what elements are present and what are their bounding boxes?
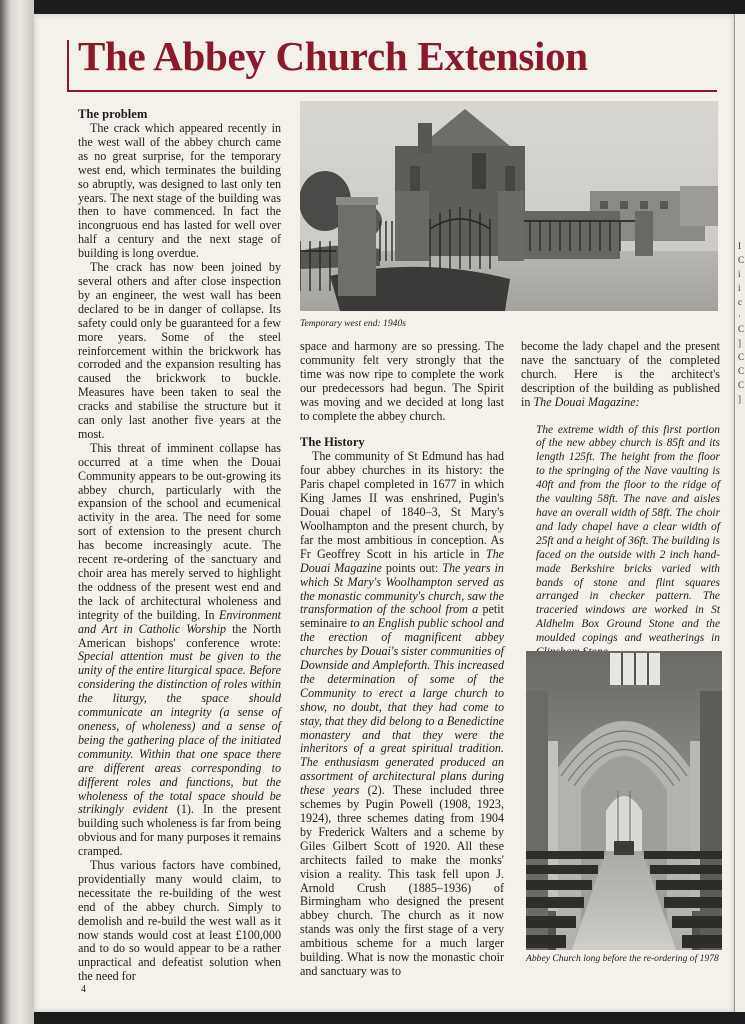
col2-paragraph-1: space and harmony are so pressing. The community felt very strongly that the time was now ripe to complete the work our predecessors had begun. The Spirit was moving and we decided at long last to complete the abbey church. xyxy=(300,339,504,423)
photo-church-interior xyxy=(526,651,722,950)
photo-temporary-west-end xyxy=(300,101,718,311)
column-2 xyxy=(300,340,504,979)
title-underline xyxy=(67,90,717,92)
col2-paragraph-2: The community of St Edmund has had four abbey churches in its history: the Paris chapel completed in 1677 in which King James II was enshrined, Pugin's Douai chapel of 1840–3, St Mary's Woolhampton and the present church, by far the most ambitious in conception. As Fr Geoffrey Scott in his article in The Douai Magazine points out: The years in which St Mary's Woolhampton served as the monastic community's church, saw the transformation of the school from a petit seminaire to an English public school and the erection of magnificent abbey churches by Douai's sister communities of Downside and Ampleforth. This increased the determination of some of the Community to erect a large church to show, no doubt, that they had come to stay, that they did belong to a Benedictine monastery and that they were the inheritors of a great spiritual tradition. The enthusiasm generated produced an assortment of architectural plans during these years (2). These included three schemes by Pugin Powell (1908, 1923, 1924), three schemes dating from 1904 by Frederick Walters and a scheme by Giles Gilbert Scott of 1920. All these architects failed to make the monks' vision a reality. This task fell upon J. Arnold Crush (1885–1936) of Birmingham who designed the present abbey church. The church as it now stands was only the first stage of a very ambitious scheme for a much larger building. What is now the monastic choir and sanctuary was to xyxy=(300,449,505,978)
caption-photo-1: Temporary west end: 1940s xyxy=(300,318,406,329)
page-title: The Abbey Church Extension xyxy=(78,33,588,79)
heading-the-history: The History xyxy=(300,435,365,450)
facing-page-edge xyxy=(734,14,745,1012)
caption-photo-2: Abbey Church long before the re-ordering of 1978 xyxy=(526,953,719,964)
col1-paragraph-3: This threat of imminent collapse has occurred at a time when the Douai Community appears to be out-growing its abbey church, particularly with the expansion of the school and ecumenical activity in the area. The need for some sort of extension to the present church has become increasingly acute. The recent re-ordering of the sanctuary and choir area has merely served to highlight the oddness of the present west end and the lack of architectural wholeness and integrity of the building. In Environment and Art in Catholic Worship the North American bishops' conference wrote: Special attention must be given to the unity of the entire liturgical space. Before considering the distinction of roles within the liturgy, the space should communicate an integrity (a sense of oneness, of wholeness) and a sense of being the gathering place of the initiated community. Within that one space there are different areas corresponding to different roles and functions, but the wholeness of the total space should be strikingly evident (1). In the present building such wholeness is far from being obvious and for many purposes it remains cramped. xyxy=(78,440,282,859)
heading-the-problem: The problem xyxy=(78,107,148,121)
col1-paragraph-1: The crack which appeared recently in the west wall of the abbey church came as no great surprise, for the temporary west end, which terminates the building so abruptly, was designed to last only ten years. The next stage of the building was then to have commenced. In fact the incongruous end has lasted for well over half a century and the next stage of building is long overdue. xyxy=(78,121,281,261)
column-3 xyxy=(521,340,720,660)
page-number: 4 xyxy=(81,984,86,995)
column-1 xyxy=(78,107,281,984)
title-left-rule xyxy=(67,40,69,90)
book-spine-edge xyxy=(0,0,34,1024)
col1-paragraph-2: The crack has now been joined by several others and after close inspection by an engineer, the west wall has been declared to be in danger of collapse. Its safety could only be guaranteed for a few more years. Some of the steel reinforcement within the brickwork has corroded and the expansion resulting has caused the brickwork to buckle. Measures have been taken to seal the cracks and stabilise the structure but it can only last another five years at the most. xyxy=(78,260,281,441)
col3-paragraph-1: become the lady chapel and the present nave the sanctuary of the completed church. Here is the architect's description of the building as published in The Douai Magazine: xyxy=(521,339,720,409)
col1-paragraph-4: Thus various factors have combined, providentially many would claim, to necessitate the re-building of the west end of the abbey church. Simply to demolish and re-build the west wall as it now stands would cost at least £100,000 and to do so would appear to be a rather unpractical and defeatist solution when the need for xyxy=(78,858,281,984)
facing-page-margin-text: I C i i c · C ] C C C ] xyxy=(738,241,745,404)
architect-quote: The extreme width of this first portion of the new abbey church is 85ft and its length 125ft. The height from the floor to the springing of the Nave vaulting is 40ft and from the floor to the ridge of the vaulting 58ft. The nave and aisles have an overall width of 58ft. The choir and lady chapel have a clear width of 25ft and a height of 36ft. The building is faced on the outside with 2 inch hand-made Berkshire bricks varied with bands of stone and flint squares arranged in checker pattern. The traceried windows are worked in St Aldhelm Box Ground Stone and the moulded copings and weatherings in xyxy=(536,423,720,645)
